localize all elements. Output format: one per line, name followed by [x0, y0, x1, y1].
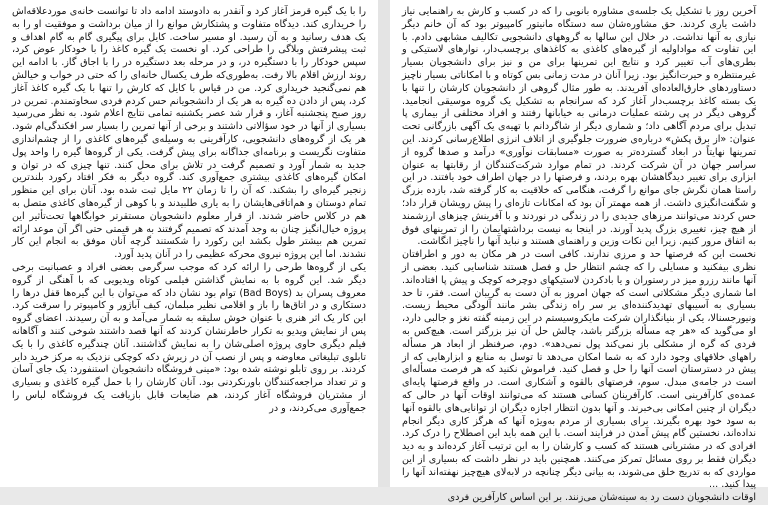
right-paragraph-2: نخست این که فرصتها حد و مرزی ندارند. کافی است در هر مکان به دور و اطرافتان نظری بیفکنید و مسایلی را که چشم انتظار حل و فصل هستند شناسایی کنید. بعضی از آنها مانند رزرو میز در رستوران و یا بادکردن لاستیکهای دوچرخه کوچک و پیش پا افتاده‌اند. اما شماری دیگر مشکلاتی است که جهان امروز به آن دست به گریبان است. فقر، تا حد بسیاری به آسیبهای تهدیدکننده‌ای بر سر راه زندگی بشر مانند آلودگی محیط زیست. ونیورجسنالا، یکی از بنیانگذاران شرکت مایکروسیستم در این زمینه گفته نغز و جالبی دارد، او می‌گوید که «هر چه مسأله بزرگتر باشد، چالش حل آن نیز بزرگتر است. هیچ‌کس به فردی که گره از مشکلی باز نمی‌کند پول نمی‌دهد». دوم، صرفنظر از ابعاد هر مسأله راههای خلاقهای وجود دارد که به شما امکان می‌دهد تا توسل به منابع و ابزارهایی که از پیش در دسترستان است آنها را حل و فصل کنید. فراموش نکنید که هر فرصت مسأله‌ای است در جامه‌ی مبدل. سوم، فرصتهای بالقوه و آشکاری است. در واقع فرصتها پایه‌ای عمده‌ی کارآفرینی است. کارآفرینان کسانی هستند که می‌توانند اوقات آنها در حالی که دیگران از چنین امکانی بی‌خبرند. و آنها بدون انتظار اجازه دیگران از توانایی‌های بالقوه آنها به سود خود بهره بگیرند. برای بسیاری از مردم به‌ویژه آنها که هرگز کاری دیگر انجام نداده‌اند، نخستین گام پیش آمدن در فرایند است. با این همه باید این اصطلاح را درک کرد. افرادی که در مشتریانی هستند که کسب و کارشان را به این ترتیب آغاز کرده‌اند و به دید دیگران فقط بر روی مسائل تمرکز می‌کنند. همچنین باید در نظر داشت که بسیاری از این مواردی که به تدریج خلق می‌شوند، به بیانی دیگر چنانچه در لابه‌لای هیچ‌چیز نهفته‌اند آنها را پیدا کنید. ...	[402, 249, 756, 491]
left-paragraph-1: را با یک گیره قرمز آغاز کرد و آنقدر به دادوستد ادامه داد تا توانست خانه‌ی موردعلاقه‌اش را خریداری کند. دیدگاه متفاوت و پشتکارش موانع را از میان برداشت و موفقیت او را به یک هدف رسانید و به آن رسید. او مسیر ساخت. کایل برای پیگیری گام به گام اهداف و ثبت پیشرفتش وبلاگی را طراحی کرد. او نخست یک گیره کاغذ را با خودکار عوض کرد، سپس خودکار را با دستگیره در، و در مرحله بعد دستگیره در را با اجاق گاز. با ادامه این روند ارزش اقلام بالا رفت. به‌طوری‌که طرف یکسال خانه‌ای را که حتی در خواب و خیالش هم نمی‌گنجید خریداری کرد. من در قیاس با کایل که کارش را تنها با یک گیره کاغذ آغاز کرد، پس از دادن ده گیره به هر یک از دانشجویانم حس کردم فردی سخاوتمندم. تمرین در روز صبح پنجشنبه آغاز، و قرار شد عصر یکشنبه تمامی نتایج اعلام شود. به نظر می‌رسید بسیاری از آنها در خود سؤالاتی داشتند و برخی از آنها تمرین را بسیار سر افکندگی‌ام شود. هر یک از گروه‌های دانشجویی، کارآفرینی به وسیله‌ی گیره‌های کاغذی را از چشم‌اندازی متفاوت نگریست و برنامه‌ای جداگانه برای پیش گرفت. یکی از گروه‌ها گیره را واحد پول جدید به شمار آورد و تصمیم گرفت در تلاش برای محل کنند. تنها چیزی که در توان و امکان گیره‌های کاغذی بیشتری جمع‌آوری کند. گروه دیگر به فکر افتاد رکورد بلندترین زنجیر گیره‌ای را بشکند. که آن را تا زمان ۲۲ مایل ثبت شده بود. آنان برای این منظور تمام دوستان و هم‌اتاقی‌هایشان را به یاری طلبیدند و با کوهی از گیره‌های کاغذی متصل به هم در کلاس حاضر شدند. از قرار معلوم دانشجویان مستقرتر خوابگاهها تحت‌تأثیر این پروژه خیال‌انگیز چنان به وجد آمدند که تصمیم گرفتند به هر قیمتی حتی اگر آن موعد ارائه تمرین هم بیشتر طول بکشد این رکورد را شکستند گرچه آنان موفق به انجام این کار نشدند. اما این پروژه نیروی محرکه عظیمی را در آنان پدید آورد.	[12, 6, 366, 261]
right-paragraph-3: اوقات دانشجویان دست رد به سینه‌شان می‌زنند. بر این اساس کارآفرین فردی	[447, 492, 756, 504]
left-paragraph-2: یکی از گروه‌ها طرحی را ارائه کرد که موجب سرگرمی بعضی افراد و عصبانیت برخی دیگر شد. این گروه با به نمایش گذاشتن فیلمی کوتاه ویدیویی که با آهنگی از گروه معروف پسران بد (Bad Boys) توام بود نشان داد که می‌توان با این گیره‌ها قفل درها را دستکاری و در اتاق‌ها را باز و اقلامی نظیر مبلمان، کیف آباژور و کامپیوتر را سرقت کرد. این کار یک اثر هنری با عنوان خوش سلیقه به شمار می‌آمد و به آن رسیدند. اعضای گروه پس از نمایش ویدیو به تکرار خاطرنشان کردند که آنها قصد داشتند شوخی کنند و آگاهانه فیلم دیگری حاوی پروژه اصلی‌شان را به نمایش گذاشتند. آنان چندگیره کاغذی را با یک تابلوی تبلیغاتی معاوضه و پس از نصب آن در زیرش دکه کوچکی نزدیک به مرکز خرید دایر کردند. بر روی تابلو نوشته شده بود: «مینی فروشگاه دانشجویان استنفورد: یک جای آسان و تر تعداد مراجعه‌کنندگان باورنکردنی بود. آنان کارشان را با حمل گیره کاغذی و بسیاری از مشتریان فروشگاه آغاز کردند، هم ضایعات قابل بازیافت یک فروشگاه لباس را جمع‌آوری می‌کردند، و در	[12, 261, 366, 414]
right-paragraph-1: آخرین روز با تشکیل یک جلسه‌ی مشاوره بانویی را که در کسب و کارش به راهنمایی نیاز داشت یاری کردند. حق مشاوره‌شان سه دستگاه مانیتور کامپیوتر بود که آن خانم دیگر نیازی به آنها نداشت. در خلال این سالها به گروههای دانشجویی تکالیف مشابهی دادم. با این تفاوت که مواداولیه از گیره‌های کاغذی به کاغذهای برچسب‌دار، نوارهای لاستیکی و بطری‌های آب تغییر کرد و نتایج این تمرینها برای من و نیز برای دانشجویان بسیار غیرمنتظره و حیرت‌انگیز بود. زیرا آنان در مدت زمانی بس کوتاه و با امکاناتی بسیار ناچیز دستاوردهای خارق‌العاده‌ای آفریدند. به طور مثال گروهی از دانشجویان کارشان را تنها با یک بسته کاغذ برچسب‌دار آغاز کرد که سرانجام به تشکیل یک گروه موسیقی انجامید. گروهی دیگر در پی رشته عملیات درمانی به خیابانها رفتند و افراد مختلفی از بیماری پا تبدیل برای مردم آگاهی داد؛ و شماری دیگر از شاگردانم با تهیه‌ی یک آگهی بازرگانی تحت عنوان: «از برق پکش» درباره‌ی ضرورت جلوگیری از اتلاف انرژی اطلاع‌رسانی کردند. این تمرینها نهایتاً در ابعاد گسترده‌تر به صورت «مسابقات نوآوری» درآمد و صدها گروه از سراسر جهان در آن شرکت کردند. در تمام موارد شرکت‌کنندگان از رقابتها به عنوان ابزاری برای تغییر دیدگاهشان بهره بردند، و فرصتها را در جهان اطراف خود یافتند. در این راستا همان نگرش جای موانع را گرفت، هنگامی که خلاقیت به کار گرفته شد، بازده بزرگ و شگفت‌انگیزی داشت. از همه مهمتر آن بود که امکانات تازه‌ای را پیش رویشان قرار داد؛ حس کردند می‌توانند مرزهای جدیدی را در زندگی در نوردند و با آفرینش چیزهای ارزشمند از هیچ چیز، تغییری بزرگ پدید آورند. در اینجا به نیست برداشتهایمان را از تمرینهای فوق به اتفاق مرور کنیم. زیرا این نکات وزین و راهنمای هستند و نباید آنها را ناچیز انگاشت.	[402, 6, 756, 248]
page-gutter	[378, 0, 390, 487]
left-page	[0, 0, 378, 487]
right-page	[390, 0, 768, 504]
